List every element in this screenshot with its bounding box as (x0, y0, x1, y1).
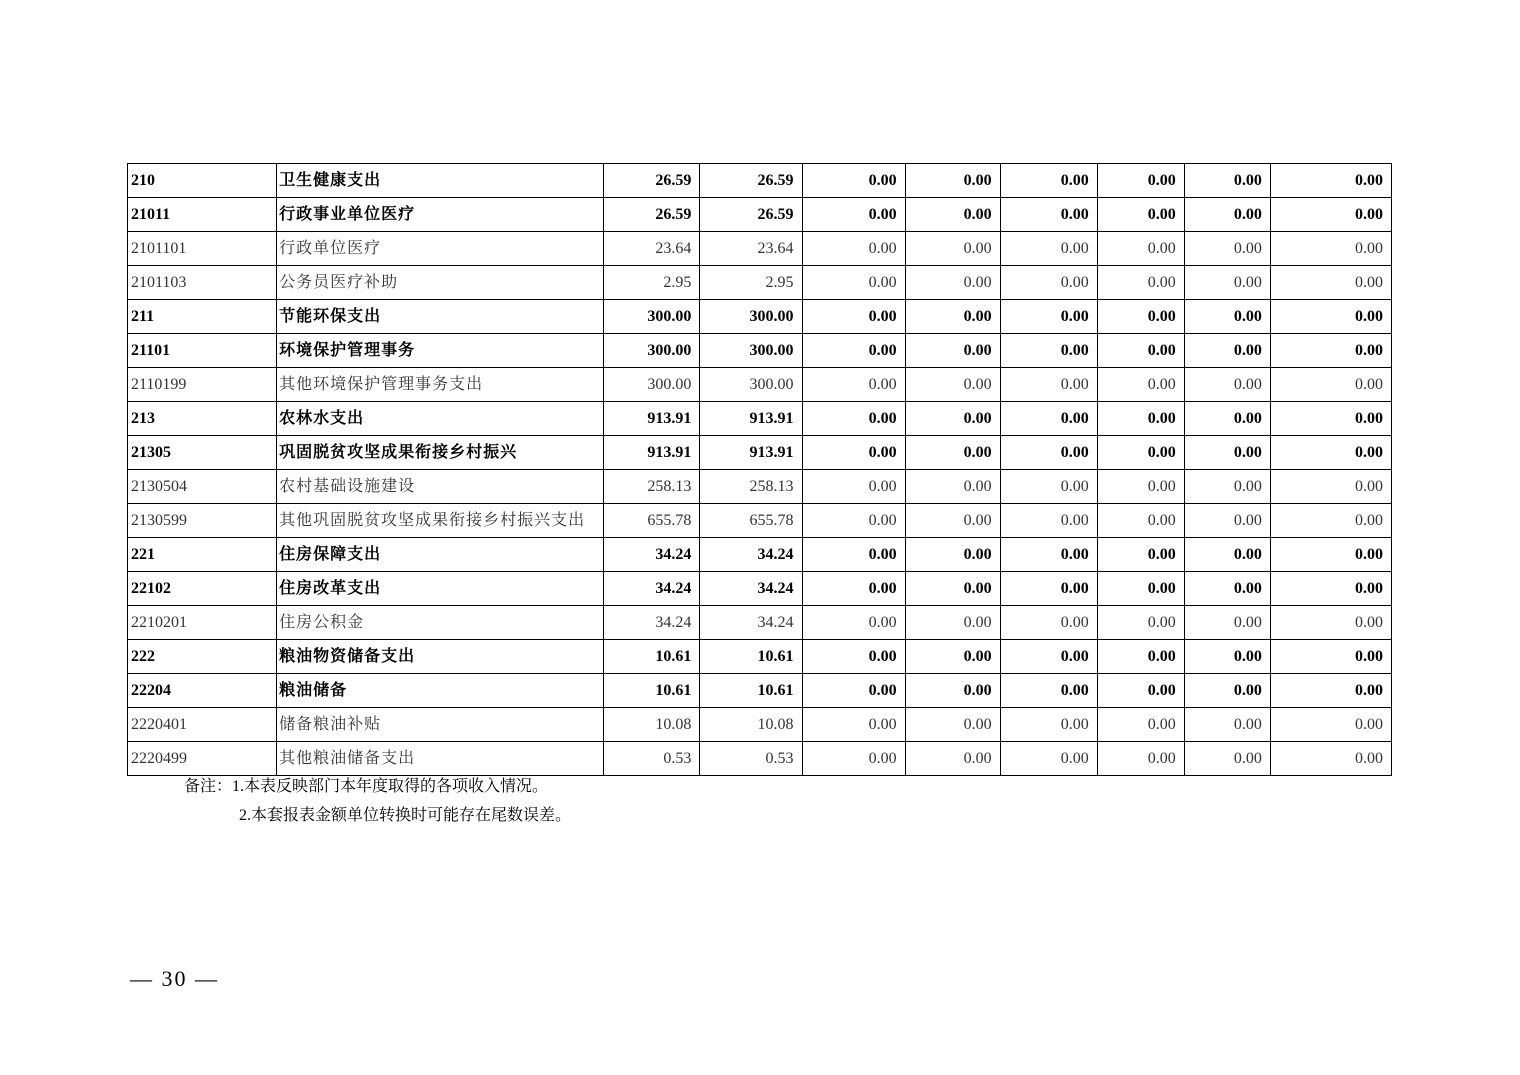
amount-cell: 0.00 (802, 606, 905, 640)
amount-cell: 0.00 (1097, 232, 1184, 266)
amount-cell: 655.78 (700, 504, 802, 538)
subject-code-cell: 210 (128, 164, 277, 198)
amount-cell: 0.00 (1270, 300, 1391, 334)
subject-name-cell: 农林水支出 (277, 402, 604, 436)
amount-cell: 300.00 (700, 334, 802, 368)
amount-cell: 0.00 (1000, 742, 1097, 776)
amount-cell: 0.00 (905, 402, 1000, 436)
subject-name-cell: 其他粮油储备支出 (277, 742, 604, 776)
amount-cell: 0.00 (1184, 334, 1270, 368)
subject-name-cell: 行政事业单位医疗 (277, 198, 604, 232)
subject-name-cell: 其他环境保护管理事务支出 (277, 368, 604, 402)
subject-name-cell: 节能环保支出 (277, 300, 604, 334)
amount-cell: 0.00 (1097, 164, 1184, 198)
amount-cell: 0.00 (905, 640, 1000, 674)
amount-cell: 0.00 (1270, 742, 1391, 776)
budget-table (127, 163, 1392, 776)
amount-cell: 26.59 (700, 164, 802, 198)
amount-cell: 0.00 (802, 572, 905, 606)
amount-cell: 0.00 (1270, 470, 1391, 504)
amount-cell: 0.00 (1184, 266, 1270, 300)
note-line-2: 2.本套报表金额单位转换时可能存在尾数误差。 (239, 807, 572, 824)
table-row (128, 300, 1392, 334)
amount-cell: 0.00 (1184, 606, 1270, 640)
table-row (128, 368, 1392, 402)
amount-cell: 300.00 (700, 368, 802, 402)
amount-cell: 0.00 (1184, 232, 1270, 266)
amount-cell: 0.00 (905, 198, 1000, 232)
subject-code-cell: 22102 (128, 572, 277, 606)
amount-cell: 10.61 (700, 674, 802, 708)
subject-name-cell: 环境保护管理事务 (277, 334, 604, 368)
amount-cell: 0.00 (1097, 504, 1184, 538)
amount-cell: 0.00 (802, 232, 905, 266)
subject-code-cell: 213 (128, 402, 277, 436)
amount-cell: 0.00 (1184, 708, 1270, 742)
amount-cell: 26.59 (604, 164, 700, 198)
amount-cell: 0.00 (1000, 538, 1097, 572)
subject-code-cell: 2130599 (128, 504, 277, 538)
amount-cell: 0.00 (1000, 232, 1097, 266)
amount-cell: 0.00 (1000, 572, 1097, 606)
amount-cell: 913.91 (700, 402, 802, 436)
amount-cell: 0.00 (802, 470, 905, 504)
amount-cell: 0.00 (1184, 198, 1270, 232)
amount-cell: 0.00 (1097, 742, 1184, 776)
amount-cell: 0.53 (700, 742, 802, 776)
table-row (128, 198, 1392, 232)
amount-cell: 0.00 (1184, 572, 1270, 606)
amount-cell: 0.00 (1000, 436, 1097, 470)
amount-cell: 0.00 (1000, 402, 1097, 436)
table-row (128, 708, 1392, 742)
amount-cell: 0.00 (1000, 368, 1097, 402)
amount-cell: 0.00 (905, 470, 1000, 504)
amount-cell: 23.64 (604, 232, 700, 266)
amount-cell: 0.00 (1097, 606, 1184, 640)
amount-cell: 34.24 (604, 572, 700, 606)
subject-name-cell: 其他巩固脱贫攻坚成果衔接乡村振兴支出 (277, 504, 604, 538)
subject-name-cell: 巩固脱贫攻坚成果衔接乡村振兴 (277, 436, 604, 470)
amount-cell: 34.24 (700, 606, 802, 640)
amount-cell: 0.00 (1184, 538, 1270, 572)
table-row (128, 436, 1392, 470)
amount-cell: 0.00 (1097, 538, 1184, 572)
amount-cell: 34.24 (604, 606, 700, 640)
subject-name-cell: 住房保障支出 (277, 538, 604, 572)
amount-cell: 0.00 (1097, 402, 1184, 436)
amount-cell: 0.00 (905, 742, 1000, 776)
amount-cell: 0.00 (1097, 198, 1184, 232)
amount-cell: 34.24 (700, 538, 802, 572)
amount-cell: 0.00 (1270, 436, 1391, 470)
amount-cell: 0.00 (1000, 674, 1097, 708)
amount-cell: 0.00 (905, 572, 1000, 606)
amount-cell: 0.00 (1270, 640, 1391, 674)
amount-cell: 300.00 (604, 368, 700, 402)
amount-cell: 300.00 (604, 300, 700, 334)
amount-cell: 0.00 (802, 402, 905, 436)
amount-cell: 0.00 (1097, 334, 1184, 368)
amount-cell: 0.00 (802, 640, 905, 674)
subject-name-cell: 公务员医疗补助 (277, 266, 604, 300)
table-row (128, 402, 1392, 436)
table-row (128, 470, 1392, 504)
amount-cell: 0.00 (1184, 402, 1270, 436)
amount-cell: 0.00 (1270, 606, 1391, 640)
subject-code-cell: 21101 (128, 334, 277, 368)
subject-name-cell: 粮油储备 (277, 674, 604, 708)
amount-cell: 34.24 (604, 538, 700, 572)
amount-cell: 0.00 (1184, 300, 1270, 334)
subject-code-cell: 2210201 (128, 606, 277, 640)
page-number: — 30 — (130, 966, 219, 991)
amount-cell: 0.00 (1097, 368, 1184, 402)
amount-cell: 0.00 (1270, 232, 1391, 266)
amount-cell: 0.00 (802, 538, 905, 572)
subject-name-cell: 储备粮油补贴 (277, 708, 604, 742)
amount-cell: 0.00 (802, 708, 905, 742)
amount-cell: 0.00 (1097, 266, 1184, 300)
amount-cell: 0.00 (1270, 164, 1391, 198)
amount-cell: 0.53 (604, 742, 700, 776)
amount-cell: 0.00 (1097, 674, 1184, 708)
amount-cell: 0.00 (1097, 640, 1184, 674)
amount-cell: 0.00 (905, 538, 1000, 572)
amount-cell: 0.00 (1000, 266, 1097, 300)
table-row (128, 606, 1392, 640)
amount-cell: 0.00 (905, 504, 1000, 538)
amount-cell: 0.00 (1000, 198, 1097, 232)
amount-cell: 0.00 (1000, 164, 1097, 198)
amount-cell: 0.00 (1097, 436, 1184, 470)
amount-cell: 0.00 (905, 164, 1000, 198)
subject-code-cell: 2101103 (128, 266, 277, 300)
amount-cell: 0.00 (1184, 504, 1270, 538)
amount-cell: 300.00 (700, 300, 802, 334)
amount-cell: 0.00 (1000, 640, 1097, 674)
amount-cell: 0.00 (802, 164, 905, 198)
table-row (128, 164, 1392, 198)
amount-cell: 23.64 (700, 232, 802, 266)
table-row (128, 572, 1392, 606)
amount-cell: 10.08 (700, 708, 802, 742)
table-row (128, 266, 1392, 300)
amount-cell: 913.91 (604, 436, 700, 470)
amount-cell: 0.00 (905, 232, 1000, 266)
amount-cell: 0.00 (1270, 572, 1391, 606)
amount-cell: 0.00 (905, 606, 1000, 640)
subject-code-cell: 21305 (128, 436, 277, 470)
amount-cell: 913.91 (700, 436, 802, 470)
amount-cell: 0.00 (1270, 538, 1391, 572)
table-row (128, 640, 1392, 674)
amount-cell: 2.95 (604, 266, 700, 300)
table-row (128, 742, 1392, 776)
amount-cell: 0.00 (1097, 572, 1184, 606)
amount-cell: 34.24 (700, 572, 802, 606)
amount-cell: 0.00 (1097, 708, 1184, 742)
subject-code-cell: 2220401 (128, 708, 277, 742)
amount-cell: 0.00 (802, 266, 905, 300)
amount-cell: 655.78 (604, 504, 700, 538)
amount-cell: 0.00 (1270, 708, 1391, 742)
amount-cell: 0.00 (1184, 368, 1270, 402)
amount-cell: 10.61 (604, 674, 700, 708)
table-row (128, 504, 1392, 538)
amount-cell: 0.00 (1184, 674, 1270, 708)
amount-cell: 2.95 (700, 266, 802, 300)
subject-name-cell: 住房公积金 (277, 606, 604, 640)
amount-cell: 0.00 (905, 368, 1000, 402)
note-line-1: 备注：1.本表反映部门本年度取得的各项收入情况。 (184, 778, 549, 795)
subject-name-cell: 住房改革支出 (277, 572, 604, 606)
subject-code-cell: 2220499 (128, 742, 277, 776)
amount-cell: 0.00 (802, 436, 905, 470)
table-row (128, 538, 1392, 572)
amount-cell: 0.00 (1270, 266, 1391, 300)
amount-cell: 0.00 (1270, 198, 1391, 232)
amount-cell: 10.61 (604, 640, 700, 674)
amount-cell: 0.00 (1000, 334, 1097, 368)
amount-cell: 0.00 (802, 674, 905, 708)
amount-cell: 0.00 (1184, 436, 1270, 470)
amount-cell: 0.00 (802, 334, 905, 368)
amount-cell: 0.00 (905, 334, 1000, 368)
amount-cell: 0.00 (1184, 164, 1270, 198)
amount-cell: 258.13 (604, 470, 700, 504)
amount-cell: 0.00 (1184, 470, 1270, 504)
amount-cell: 0.00 (905, 436, 1000, 470)
amount-cell: 0.00 (802, 504, 905, 538)
subject-code-cell: 2110199 (128, 368, 277, 402)
amount-cell: 0.00 (1270, 402, 1391, 436)
amount-cell: 0.00 (1270, 334, 1391, 368)
subject-code-cell: 222 (128, 640, 277, 674)
amount-cell: 0.00 (802, 742, 905, 776)
subject-code-cell: 211 (128, 300, 277, 334)
subject-code-cell: 22204 (128, 674, 277, 708)
amount-cell: 258.13 (700, 470, 802, 504)
subject-name-cell: 农村基础设施建设 (277, 470, 604, 504)
amount-cell: 26.59 (604, 198, 700, 232)
amount-cell: 0.00 (802, 198, 905, 232)
table-body (128, 164, 1392, 776)
amount-cell: 0.00 (1000, 504, 1097, 538)
subject-code-cell: 2101101 (128, 232, 277, 266)
amount-cell: 0.00 (1184, 640, 1270, 674)
amount-cell: 0.00 (1097, 300, 1184, 334)
subject-name-cell: 卫生健康支出 (277, 164, 604, 198)
amount-cell: 0.00 (1184, 742, 1270, 776)
notes (184, 772, 571, 830)
amount-cell: 913.91 (604, 402, 700, 436)
table-row (128, 232, 1392, 266)
table-row (128, 334, 1392, 368)
subject-name-cell: 粮油物资储备支出 (277, 640, 604, 674)
amount-cell: 0.00 (802, 300, 905, 334)
amount-cell: 0.00 (1270, 504, 1391, 538)
amount-cell: 0.00 (905, 300, 1000, 334)
amount-cell: 0.00 (905, 266, 1000, 300)
amount-cell: 10.08 (604, 708, 700, 742)
amount-cell: 0.00 (1270, 368, 1391, 402)
amount-cell: 0.00 (1000, 470, 1097, 504)
amount-cell: 300.00 (604, 334, 700, 368)
subject-code-cell: 2130504 (128, 470, 277, 504)
amount-cell: 0.00 (1000, 606, 1097, 640)
amount-cell: 0.00 (905, 674, 1000, 708)
amount-cell: 0.00 (905, 708, 1000, 742)
amount-cell: 26.59 (700, 198, 802, 232)
subject-code-cell: 221 (128, 538, 277, 572)
subject-name-cell: 行政单位医疗 (277, 232, 604, 266)
amount-cell: 10.61 (700, 640, 802, 674)
subject-code-cell: 21011 (128, 198, 277, 232)
amount-cell: 0.00 (1000, 708, 1097, 742)
table-row (128, 674, 1392, 708)
amount-cell: 0.00 (1270, 674, 1391, 708)
amount-cell: 0.00 (1097, 470, 1184, 504)
amount-cell: 0.00 (802, 368, 905, 402)
amount-cell: 0.00 (1000, 300, 1097, 334)
